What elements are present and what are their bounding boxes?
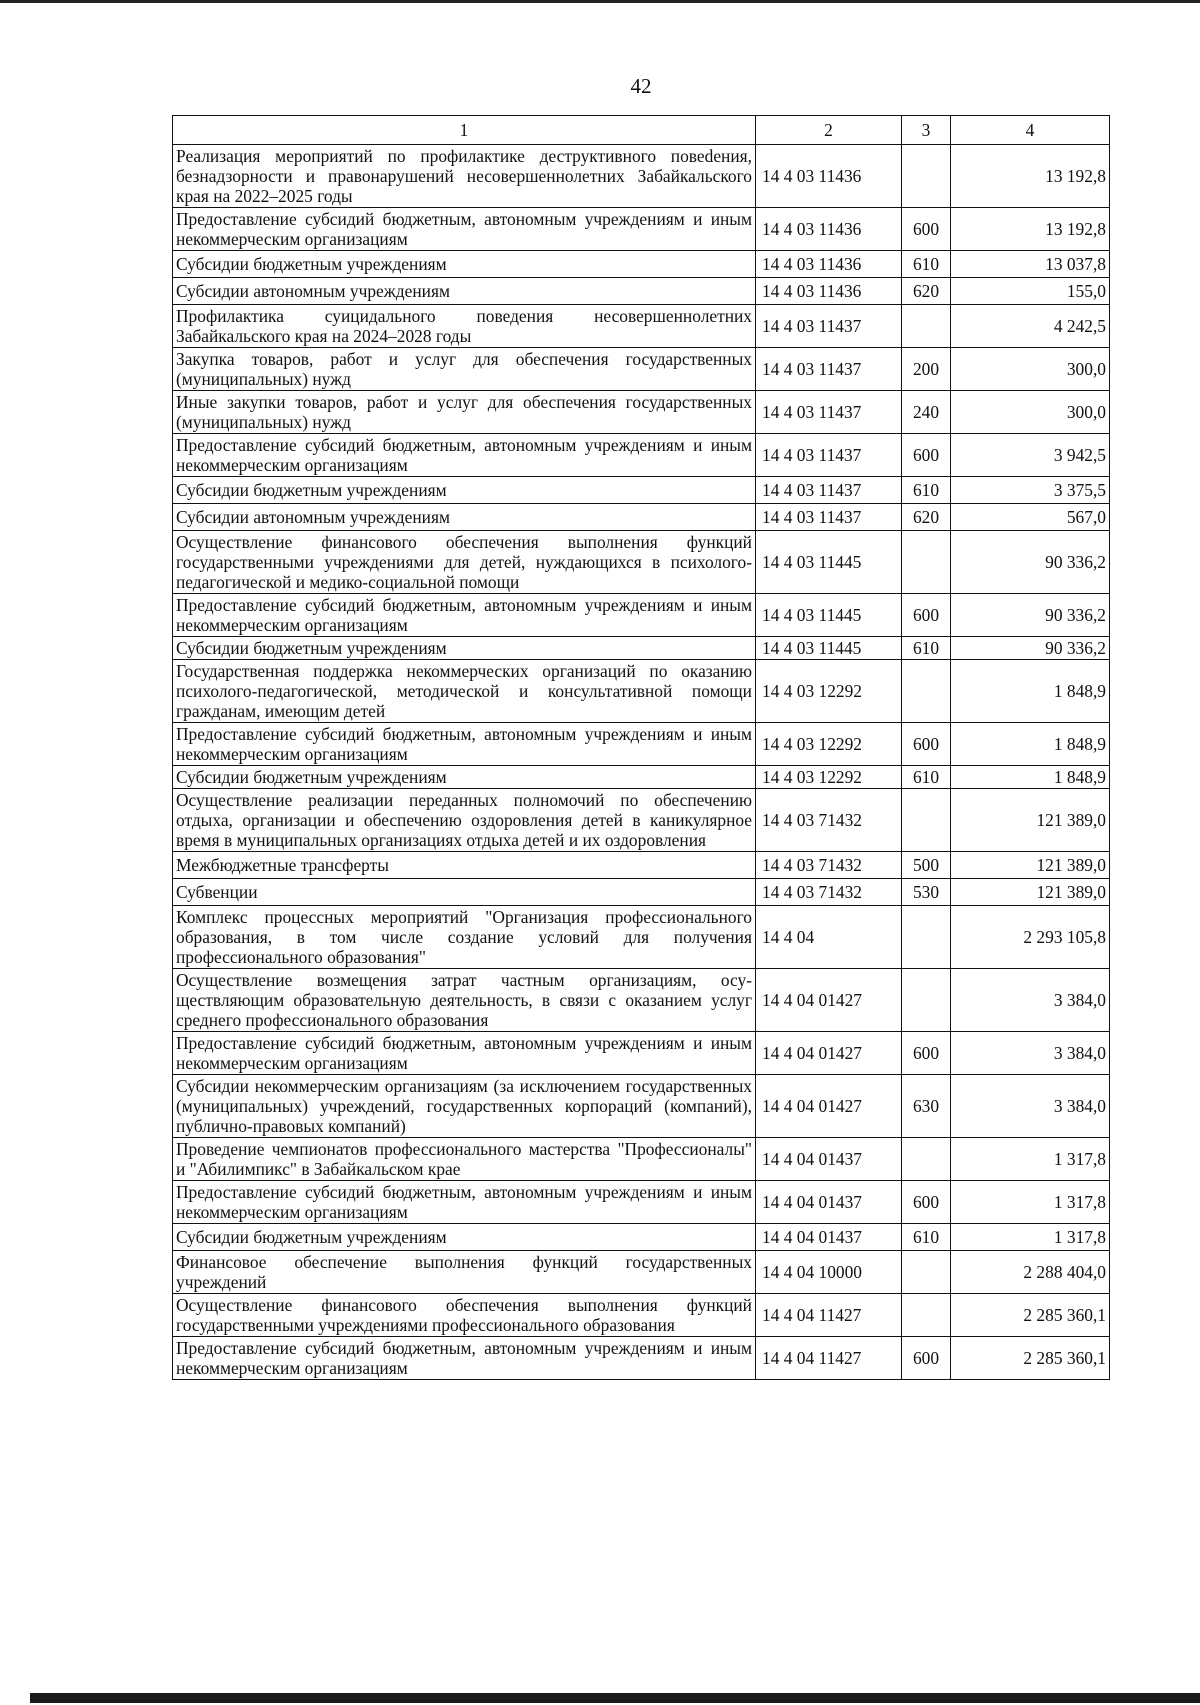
- table-row: [173, 531, 1110, 594]
- row-name-cell: Субсидии автономным учреждениям: [173, 278, 756, 305]
- table-body: [173, 145, 1110, 1380]
- row-code-cell: 14 4 04 01437: [756, 1181, 902, 1224]
- row-type-cell: [902, 906, 951, 969]
- table-row: [173, 594, 1110, 637]
- row-name-cell: Предоставление субсидий бюджетным, автономным учреждениям и иным некоммерческим организациям: [173, 434, 756, 477]
- row-type-cell: 600: [902, 1181, 951, 1224]
- row-type-cell: 610: [902, 637, 951, 660]
- row-code-cell: 14 4 04 01427: [756, 1075, 902, 1138]
- row-type-cell: [902, 789, 951, 852]
- row-code-cell: 14 4 03 71432: [756, 879, 902, 906]
- row-code-cell: 14 4 03 12292: [756, 660, 902, 723]
- table-row: [173, 278, 1110, 305]
- row-type-cell: [902, 305, 951, 348]
- row-type-cell: 600: [902, 208, 951, 251]
- row-type-cell: 610: [902, 1224, 951, 1251]
- table-row: [173, 391, 1110, 434]
- row-name-cell: Предоставление субсидий бюджетным, автономным учреждениям и иным некоммерческим организациям: [173, 723, 756, 766]
- table-row: [173, 969, 1110, 1032]
- row-name-cell: Осуществление возмещения затрат частным организациям, осуществляющим образовательную деятельность, в связи с оказанием услуг среднего профессионального образования: [173, 969, 756, 1032]
- row-name-cell: Комплекс процессных мероприятий "Организация профессионального образования, в том числе создание условий для получения профессионального образования": [173, 906, 756, 969]
- row-type-cell: 630: [902, 1075, 951, 1138]
- row-type-cell: [902, 145, 951, 208]
- table-row: [173, 1075, 1110, 1138]
- row-sum-cell: 3 384,0: [951, 969, 1110, 1032]
- row-sum-cell: 1 848,9: [951, 723, 1110, 766]
- row-type-cell: 620: [902, 504, 951, 531]
- row-sum-cell: 3 384,0: [951, 1075, 1110, 1138]
- table-row: [173, 723, 1110, 766]
- table-row: [173, 434, 1110, 477]
- row-sum-cell: 155,0: [951, 278, 1110, 305]
- table-row: [173, 208, 1110, 251]
- row-type-cell: 600: [902, 1032, 951, 1075]
- row-sum-cell: 13 192,8: [951, 145, 1110, 208]
- row-name-cell: Субсидии бюджетным учреждениям: [173, 477, 756, 504]
- row-code-cell: 14 4 04 01427: [756, 1032, 902, 1075]
- scan-border-bottom: [30, 1693, 1200, 1703]
- table-row: [173, 1224, 1110, 1251]
- header-col-4: 4: [951, 116, 1110, 145]
- row-sum-cell: 1 848,9: [951, 766, 1110, 789]
- row-code-cell: 14 4 03 11437: [756, 348, 902, 391]
- row-sum-cell: 4 242,5: [951, 305, 1110, 348]
- table-row: [173, 305, 1110, 348]
- row-sum-cell: 121 389,0: [951, 879, 1110, 906]
- table-row: [173, 251, 1110, 278]
- row-name-cell: Субсидии бюджетным учреждениям: [173, 766, 756, 789]
- row-name-cell: Осуществление реализации переданных полномочий по обеспечению отдыха, организации и обеспечению оздоровления детей в каникулярное время в муниципальных организациях отдыха детей и их оздоровления: [173, 789, 756, 852]
- row-name-cell: Предоставление субсидий бюджетным, автономным учреждениям и иным некоммерческим организациям: [173, 1181, 756, 1224]
- row-name-cell: Субсидии бюджетным учреждениям: [173, 251, 756, 278]
- row-code-cell: 14 4 03 71432: [756, 852, 902, 879]
- row-code-cell: 14 4 03 11437: [756, 504, 902, 531]
- row-name-cell: Субсидии бюджетным учреждениям: [173, 637, 756, 660]
- page-number: 42: [630, 74, 652, 98]
- table-row: [173, 1138, 1110, 1181]
- row-sum-cell: 3 384,0: [951, 1032, 1110, 1075]
- row-type-cell: 610: [902, 766, 951, 789]
- row-type-cell: 600: [902, 594, 951, 637]
- row-name-cell: Реализация мероприятий по профилактике деструктивного повеdения, безнадзорности и правонарушений несовершеннолетних Забайкальского края на 2022–2025 годы: [173, 145, 756, 208]
- table-row: [173, 789, 1110, 852]
- row-type-cell: 200: [902, 348, 951, 391]
- row-sum-cell: 2 288 404,0: [951, 1251, 1110, 1294]
- table-header-row: [173, 116, 1110, 145]
- row-sum-cell: 2 285 360,1: [951, 1337, 1110, 1380]
- row-sum-cell: 13 037,8: [951, 251, 1110, 278]
- row-code-cell: 14 4 03 12292: [756, 766, 902, 789]
- row-type-cell: [902, 1138, 951, 1181]
- row-type-cell: 600: [902, 434, 951, 477]
- table-row: [173, 852, 1110, 879]
- table-row: [173, 348, 1110, 391]
- row-sum-cell: 2 293 105,8: [951, 906, 1110, 969]
- row-sum-cell: 90 336,2: [951, 531, 1110, 594]
- header-col-3: 3: [902, 116, 951, 145]
- table-row: [173, 477, 1110, 504]
- row-sum-cell: 300,0: [951, 348, 1110, 391]
- row-code-cell: 14 4 03 11436: [756, 278, 902, 305]
- row-sum-cell: 1 317,8: [951, 1181, 1110, 1224]
- row-sum-cell: 1 317,8: [951, 1224, 1110, 1251]
- table-row: [173, 1181, 1110, 1224]
- row-sum-cell: 121 389,0: [951, 852, 1110, 879]
- table-row: [173, 1032, 1110, 1075]
- row-code-cell: 14 4 03 11437: [756, 391, 902, 434]
- table-row: [173, 1337, 1110, 1380]
- table-row: [173, 1294, 1110, 1337]
- row-sum-cell: 300,0: [951, 391, 1110, 434]
- row-code-cell: 14 4 03 11436: [756, 145, 902, 208]
- row-code-cell: 14 4 03 71432: [756, 789, 902, 852]
- row-name-cell: Государственная поддержка некоммерческих организаций по оказанию психолого-педагогической, методической и консультативной помощи гражданам, имеющим детей: [173, 660, 756, 723]
- table-row: [173, 906, 1110, 969]
- row-type-cell: [902, 1294, 951, 1337]
- row-name-cell: Профилактика суицидального поведения несовершеннолетних Забайкальского края на 2024–2028 годы: [173, 305, 756, 348]
- row-code-cell: 14 4 04 11427: [756, 1337, 902, 1380]
- row-type-cell: [902, 969, 951, 1032]
- table-row: [173, 637, 1110, 660]
- row-type-cell: 240: [902, 391, 951, 434]
- row-code-cell: 14 4 04 11427: [756, 1294, 902, 1337]
- row-code-cell: 14 4 03 11437: [756, 434, 902, 477]
- row-sum-cell: 1 317,8: [951, 1138, 1110, 1181]
- row-sum-cell: 567,0: [951, 504, 1110, 531]
- row-name-cell: Предоставление субсидий бюджетным, автономным учреждениям и иным некоммерческим организациям: [173, 1337, 756, 1380]
- row-sum-cell: 3 375,5: [951, 477, 1110, 504]
- row-sum-cell: 1 848,9: [951, 660, 1110, 723]
- row-code-cell: 14 4 04: [756, 906, 902, 969]
- scan-border-top: [0, 0, 1200, 3]
- row-name-cell: Закупка товаров, работ и услуг для обеспечения государственных (муниципальных) нужд: [173, 348, 756, 391]
- row-name-cell: Осуществление финансового обеспечения выполнения функций государственными учреждениями для детей, нуждающихся в психолого-педагогической и медико-социальной помощи: [173, 531, 756, 594]
- row-code-cell: 14 4 03 12292: [756, 723, 902, 766]
- row-name-cell: Субвенции: [173, 879, 756, 906]
- row-name-cell: Финансовое обеспечение выполнения функций государственных учреждений: [173, 1251, 756, 1294]
- row-name-cell: Субсидии бюджетным учреждениям: [173, 1224, 756, 1251]
- row-code-cell: 14 4 04 10000: [756, 1251, 902, 1294]
- row-name-cell: Предоставление субсидий бюджетным, автономным учреждениям и иным некоммерческим организациям: [173, 594, 756, 637]
- row-type-cell: 610: [902, 477, 951, 504]
- table-row: [173, 660, 1110, 723]
- row-name-cell: Субсидии некоммерческим организациям (за исключением государственных (муниципальных) учреждений, государственных корпораций (компаний), публично-правовых компаний): [173, 1075, 756, 1138]
- table-row: [173, 1251, 1110, 1294]
- row-sum-cell: 90 336,2: [951, 594, 1110, 637]
- table-row: [173, 879, 1110, 906]
- table-row: [173, 504, 1110, 531]
- row-type-cell: 500: [902, 852, 951, 879]
- row-type-cell: 530: [902, 879, 951, 906]
- row-name-cell: Субсидии автономным учреждениям: [173, 504, 756, 531]
- table-row: [173, 766, 1110, 789]
- row-code-cell: 14 4 03 11437: [756, 305, 902, 348]
- row-sum-cell: 121 389,0: [951, 789, 1110, 852]
- row-sum-cell: 2 285 360,1: [951, 1294, 1110, 1337]
- header-col-1: 1: [173, 116, 756, 145]
- row-type-cell: [902, 1251, 951, 1294]
- row-name-cell: Межбюджетные трансферты: [173, 852, 756, 879]
- row-code-cell: 14 4 04 01437: [756, 1138, 902, 1181]
- row-name-cell: Проведение чемпионатов профессионального мастерства "Профессионалы" и "Абилимпикс" в Забайкальском крае: [173, 1138, 756, 1181]
- budget-table: [172, 115, 1110, 1380]
- row-code-cell: 14 4 03 11436: [756, 251, 902, 278]
- row-type-cell: 610: [902, 251, 951, 278]
- row-sum-cell: 90 336,2: [951, 637, 1110, 660]
- header-col-2: 2: [756, 116, 902, 145]
- row-sum-cell: 3 942,5: [951, 434, 1110, 477]
- row-code-cell: 14 4 03 11445: [756, 594, 902, 637]
- row-code-cell: 14 4 04 01437: [756, 1224, 902, 1251]
- row-name-cell: Иные закупки товаров, работ и услуг для обеспечения государственных (муниципальных) нужд: [173, 391, 756, 434]
- row-type-cell: [902, 531, 951, 594]
- row-type-cell: 600: [902, 1337, 951, 1380]
- row-code-cell: 14 4 03 11436: [756, 208, 902, 251]
- row-code-cell: 14 4 04 01427: [756, 969, 902, 1032]
- row-name-cell: Предоставление субсидий бюджетным, автономным учреждениям и иным некоммерческим организациям: [173, 208, 756, 251]
- row-type-cell: 600: [902, 723, 951, 766]
- row-type-cell: [902, 660, 951, 723]
- row-name-cell: Осуществление финансового обеспечения выполнения функций государственными учреждениями профессионального образования: [173, 1294, 756, 1337]
- row-type-cell: 620: [902, 278, 951, 305]
- row-sum-cell: 13 192,8: [951, 208, 1110, 251]
- row-code-cell: 14 4 03 11437: [756, 477, 902, 504]
- row-code-cell: 14 4 03 11445: [756, 637, 902, 660]
- row-name-cell: Предоставление субсидий бюджетным, автономным учреждениям и иным некоммерческим организациям: [173, 1032, 756, 1075]
- row-code-cell: 14 4 03 11445: [756, 531, 902, 594]
- table-row: [173, 145, 1110, 208]
